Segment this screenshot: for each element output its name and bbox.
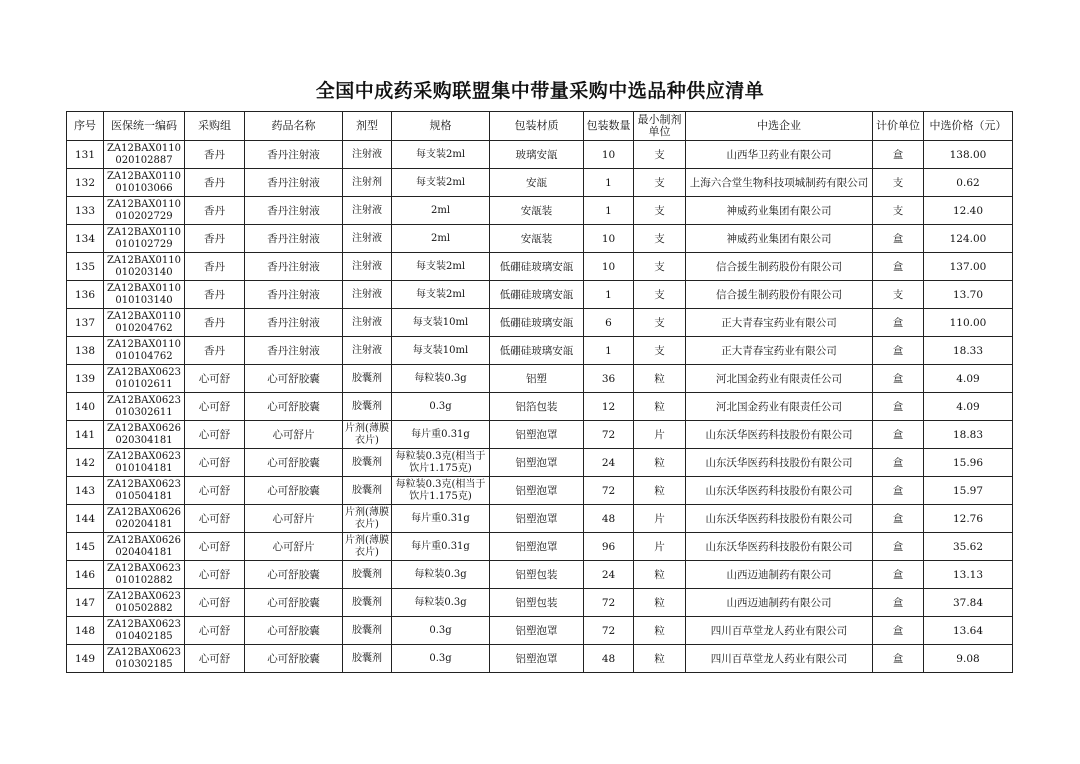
min-unit-cell: 粒 <box>634 365 686 393</box>
spec-cell: 每粒装0.3克(相当于饮片1.175克) <box>392 449 490 477</box>
spec-cell: 每粒装0.3g <box>392 589 490 617</box>
pricing-unit-cell: 盒 <box>873 561 924 589</box>
table-row <box>67 365 1013 393</box>
package-material-cell: 铝塑泡罩 <box>490 617 584 645</box>
spec-cell: 0.3g <box>392 393 490 421</box>
table-row <box>67 141 1013 169</box>
header-cell: 计价单位 <box>873 112 924 141</box>
group-cell: 心可舒 <box>185 589 245 617</box>
group-cell: 心可舒 <box>185 505 245 533</box>
min-unit-cell: 支 <box>634 225 686 253</box>
group-cell: 香丹 <box>185 309 245 337</box>
seq-cell: 145 <box>67 533 104 561</box>
table-row <box>67 561 1013 589</box>
package-qty-cell: 6 <box>584 309 634 337</box>
pricing-unit-cell: 盒 <box>873 505 924 533</box>
seq-cell: 139 <box>67 365 104 393</box>
package-material-cell: 玻璃安瓿 <box>490 141 584 169</box>
header-cell: 最小制剂单位 <box>634 112 686 141</box>
drug-name-cell: 香丹注射液 <box>245 337 343 365</box>
code-cell: ZA12BAX0110010103140 <box>104 281 185 309</box>
price-cell: 18.33 <box>924 337 1013 365</box>
header-cell: 包装数量 <box>584 112 634 141</box>
min-unit-cell: 粒 <box>634 589 686 617</box>
dosage-form-cell: 胶囊剂 <box>343 561 392 589</box>
package-qty-cell: 1 <box>584 281 634 309</box>
spec-cell: 每支装2ml <box>392 169 490 197</box>
pricing-unit-cell: 盒 <box>873 393 924 421</box>
package-material-cell: 铝塑泡罩 <box>490 533 584 561</box>
package-material-cell: 铝塑泡罩 <box>490 645 584 673</box>
drug-name-cell: 心可舒胶囊 <box>245 393 343 421</box>
pricing-unit-cell: 支 <box>873 281 924 309</box>
package-material-cell: 低硼硅玻璃安瓿 <box>490 281 584 309</box>
header-cell: 医保统一编码 <box>104 112 185 141</box>
price-cell: 12.40 <box>924 197 1013 225</box>
code-cell: ZA12BAX0623010302611 <box>104 393 185 421</box>
table-row <box>67 225 1013 253</box>
code-cell: ZA12BAX0623010402185 <box>104 617 185 645</box>
group-cell: 心可舒 <box>185 617 245 645</box>
min-unit-cell: 片 <box>634 421 686 449</box>
header-cell: 包装材质 <box>490 112 584 141</box>
drug-name-cell: 心可舒片 <box>245 421 343 449</box>
dosage-form-cell: 胶囊剂 <box>343 645 392 673</box>
package-material-cell: 铝塑泡罩 <box>490 449 584 477</box>
package-qty-cell: 72 <box>584 617 634 645</box>
spec-cell: 0.3g <box>392 617 490 645</box>
group-cell: 香丹 <box>185 337 245 365</box>
dosage-form-cell: 注射剂 <box>343 169 392 197</box>
code-cell: ZA12BAX0626020204181 <box>104 505 185 533</box>
seq-cell: 144 <box>67 505 104 533</box>
pricing-unit-cell: 盒 <box>873 449 924 477</box>
drug-name-cell: 香丹注射液 <box>245 281 343 309</box>
drug-name-cell: 香丹注射液 <box>245 253 343 281</box>
dosage-form-cell: 注射液 <box>343 337 392 365</box>
dosage-form-cell: 胶囊剂 <box>343 617 392 645</box>
min-unit-cell: 片 <box>634 533 686 561</box>
pricing-unit-cell: 支 <box>873 197 924 225</box>
pricing-unit-cell: 盒 <box>873 141 924 169</box>
code-cell: ZA12BAX0110010203140 <box>104 253 185 281</box>
package-material-cell: 铝塑包装 <box>490 561 584 589</box>
price-cell: 13.70 <box>924 281 1013 309</box>
pricing-unit-cell: 盒 <box>873 617 924 645</box>
package-qty-cell: 10 <box>584 253 634 281</box>
table-row <box>67 449 1013 477</box>
package-qty-cell: 48 <box>584 645 634 673</box>
price-cell: 137.00 <box>924 253 1013 281</box>
pricing-unit-cell: 盒 <box>873 225 924 253</box>
drug-name-cell: 香丹注射液 <box>245 197 343 225</box>
min-unit-cell: 片 <box>634 505 686 533</box>
seq-cell: 134 <box>67 225 104 253</box>
spec-cell: 每支装2ml <box>392 253 490 281</box>
code-cell: ZA12BAX0110010104762 <box>104 337 185 365</box>
pricing-unit-cell: 盒 <box>873 337 924 365</box>
spec-cell: 每粒装0.3克(相当于饮片1.175克) <box>392 477 490 505</box>
dosage-form-cell: 注射液 <box>343 225 392 253</box>
package-material-cell: 低硼硅玻璃安瓿 <box>490 337 584 365</box>
code-cell: ZA12BAX0623010102611 <box>104 365 185 393</box>
package-material-cell: 铝塑泡罩 <box>490 505 584 533</box>
spec-cell: 每支装10ml <box>392 337 490 365</box>
group-cell: 心可舒 <box>185 561 245 589</box>
spec-cell: 每片重0.31g <box>392 421 490 449</box>
table-row <box>67 169 1013 197</box>
seq-cell: 141 <box>67 421 104 449</box>
table-row <box>67 253 1013 281</box>
spec-cell: 每粒装0.3g <box>392 365 490 393</box>
table-row <box>67 477 1013 505</box>
min-unit-cell: 支 <box>634 141 686 169</box>
package-qty-cell: 10 <box>584 141 634 169</box>
spec-cell: 每支装10ml <box>392 309 490 337</box>
price-cell: 18.83 <box>924 421 1013 449</box>
price-cell: 12.76 <box>924 505 1013 533</box>
package-material-cell: 铝塑 <box>490 365 584 393</box>
company-cell: 四川百草堂龙人药业有限公司 <box>686 617 873 645</box>
company-cell: 正大青春宝药业有限公司 <box>686 309 873 337</box>
company-cell: 上海六合堂生物科技项城制药有限公司 <box>686 169 873 197</box>
package-qty-cell: 72 <box>584 589 634 617</box>
dosage-form-cell: 注射液 <box>343 197 392 225</box>
min-unit-cell: 粒 <box>634 449 686 477</box>
dosage-form-cell: 注射液 <box>343 309 392 337</box>
group-cell: 心可舒 <box>185 645 245 673</box>
drug-name-cell: 心可舒片 <box>245 505 343 533</box>
spec-cell: 每粒装0.3g <box>392 561 490 589</box>
code-cell: ZA12BAX0110010204762 <box>104 309 185 337</box>
drug-name-cell: 心可舒片 <box>245 533 343 561</box>
seq-cell: 143 <box>67 477 104 505</box>
table-row <box>67 197 1013 225</box>
package-qty-cell: 72 <box>584 421 634 449</box>
spec-cell: 0.3g <box>392 645 490 673</box>
group-cell: 香丹 <box>185 141 245 169</box>
pricing-unit-cell: 盒 <box>873 253 924 281</box>
pricing-unit-cell: 盒 <box>873 309 924 337</box>
company-cell: 山东沃华医药科技股份有限公司 <box>686 449 873 477</box>
price-cell: 37.84 <box>924 589 1013 617</box>
package-qty-cell: 24 <box>584 449 634 477</box>
package-material-cell: 安瓿装 <box>490 225 584 253</box>
dosage-form-cell: 片剂(薄膜衣片) <box>343 421 392 449</box>
seq-cell: 148 <box>67 617 104 645</box>
pricing-unit-cell: 盒 <box>873 477 924 505</box>
spec-cell: 2ml <box>392 225 490 253</box>
min-unit-cell: 粒 <box>634 393 686 421</box>
group-cell: 香丹 <box>185 225 245 253</box>
code-cell: ZA12BAX0110010102729 <box>104 225 185 253</box>
package-qty-cell: 24 <box>584 561 634 589</box>
pricing-unit-cell: 盒 <box>873 645 924 673</box>
dosage-form-cell: 注射液 <box>343 141 392 169</box>
company-cell: 神威药业集团有限公司 <box>686 225 873 253</box>
drug-name-cell: 心可舒胶囊 <box>245 365 343 393</box>
price-cell: 4.09 <box>924 365 1013 393</box>
supply-list-table <box>66 111 1013 673</box>
table-row <box>67 589 1013 617</box>
spec-cell: 每支装2ml <box>392 281 490 309</box>
min-unit-cell: 粒 <box>634 561 686 589</box>
company-cell: 山西迈迪制药有限公司 <box>686 589 873 617</box>
dosage-form-cell: 片剂(薄膜衣片) <box>343 533 392 561</box>
table-row <box>67 393 1013 421</box>
drug-name-cell: 心可舒胶囊 <box>245 645 343 673</box>
price-cell: 4.09 <box>924 393 1013 421</box>
seq-cell: 136 <box>67 281 104 309</box>
drug-name-cell: 心可舒胶囊 <box>245 449 343 477</box>
spec-cell: 2ml <box>392 197 490 225</box>
table-row <box>67 645 1013 673</box>
header-cell: 序号 <box>67 112 104 141</box>
group-cell: 香丹 <box>185 281 245 309</box>
min-unit-cell: 支 <box>634 309 686 337</box>
header-cell: 中选企业 <box>686 112 873 141</box>
group-cell: 心可舒 <box>185 421 245 449</box>
table-header-row <box>67 112 1013 141</box>
company-cell: 山西迈迪制药有限公司 <box>686 561 873 589</box>
price-cell: 124.00 <box>924 225 1013 253</box>
package-qty-cell: 72 <box>584 477 634 505</box>
group-cell: 心可舒 <box>185 449 245 477</box>
package-qty-cell: 96 <box>584 533 634 561</box>
dosage-form-cell: 片剂(薄膜衣片) <box>343 505 392 533</box>
company-cell: 信合援生制药股份有限公司 <box>686 281 873 309</box>
dosage-form-cell: 注射液 <box>343 281 392 309</box>
table-row <box>67 533 1013 561</box>
min-unit-cell: 支 <box>634 197 686 225</box>
seq-cell: 131 <box>67 141 104 169</box>
seq-cell: 133 <box>67 197 104 225</box>
package-qty-cell: 48 <box>584 505 634 533</box>
package-material-cell: 铝塑泡罩 <box>490 421 584 449</box>
header-cell: 药品名称 <box>245 112 343 141</box>
dosage-form-cell: 注射液 <box>343 253 392 281</box>
min-unit-cell: 支 <box>634 337 686 365</box>
group-cell: 香丹 <box>185 197 245 225</box>
code-cell: ZA12BAX0626020404181 <box>104 533 185 561</box>
code-cell: ZA12BAX0626020304181 <box>104 421 185 449</box>
dosage-form-cell: 胶囊剂 <box>343 365 392 393</box>
package-qty-cell: 1 <box>584 337 634 365</box>
company-cell: 河北国金药业有限责任公司 <box>686 393 873 421</box>
package-material-cell: 安瓿装 <box>490 197 584 225</box>
package-material-cell: 低硼硅玻璃安瓿 <box>490 253 584 281</box>
table-row <box>67 309 1013 337</box>
price-cell: 15.97 <box>924 477 1013 505</box>
drug-name-cell: 心可舒胶囊 <box>245 561 343 589</box>
table-row <box>67 505 1013 533</box>
code-cell: ZA12BAX0623010104181 <box>104 449 185 477</box>
header-cell: 中选价格（元） <box>924 112 1013 141</box>
price-cell: 138.00 <box>924 141 1013 169</box>
package-qty-cell: 36 <box>584 365 634 393</box>
dosage-form-cell: 胶囊剂 <box>343 477 392 505</box>
seq-cell: 147 <box>67 589 104 617</box>
package-material-cell: 低硼硅玻璃安瓿 <box>490 309 584 337</box>
price-cell: 9.08 <box>924 645 1013 673</box>
package-material-cell: 铝塑包装 <box>490 589 584 617</box>
company-cell: 山东沃华医药科技股份有限公司 <box>686 421 873 449</box>
company-cell: 正大青春宝药业有限公司 <box>686 337 873 365</box>
package-material-cell: 铝塑泡罩 <box>490 477 584 505</box>
document-title: 全国中成药采购联盟集中带量采购中选品种供应清单 <box>315 80 765 102</box>
code-cell: ZA12BAX0623010102882 <box>104 561 185 589</box>
min-unit-cell: 支 <box>634 281 686 309</box>
code-cell: ZA12BAX0623010502882 <box>104 589 185 617</box>
company-cell: 信合援生制药股份有限公司 <box>686 253 873 281</box>
package-material-cell: 铝箔包装 <box>490 393 584 421</box>
group-cell: 香丹 <box>185 169 245 197</box>
seq-cell: 149 <box>67 645 104 673</box>
min-unit-cell: 支 <box>634 169 686 197</box>
company-cell: 山东沃华医药科技股份有限公司 <box>686 533 873 561</box>
drug-name-cell: 心可舒胶囊 <box>245 589 343 617</box>
company-cell: 山西华卫药业有限公司 <box>686 141 873 169</box>
group-cell: 香丹 <box>185 253 245 281</box>
dosage-form-cell: 胶囊剂 <box>343 393 392 421</box>
drug-name-cell: 香丹注射液 <box>245 309 343 337</box>
seq-cell: 132 <box>67 169 104 197</box>
min-unit-cell: 粒 <box>634 477 686 505</box>
group-cell: 心可舒 <box>185 533 245 561</box>
table-row <box>67 337 1013 365</box>
header-cell: 剂型 <box>343 112 392 141</box>
company-cell: 河北国金药业有限责任公司 <box>686 365 873 393</box>
drug-name-cell: 心可舒胶囊 <box>245 477 343 505</box>
group-cell: 心可舒 <box>185 477 245 505</box>
drug-name-cell: 心可舒胶囊 <box>245 617 343 645</box>
dosage-form-cell: 胶囊剂 <box>343 449 392 477</box>
package-qty-cell: 12 <box>584 393 634 421</box>
code-cell: ZA12BAX0623010302185 <box>104 645 185 673</box>
price-cell: 35.62 <box>924 533 1013 561</box>
code-cell: ZA12BAX0623010504181 <box>104 477 185 505</box>
pricing-unit-cell: 盒 <box>873 589 924 617</box>
drug-name-cell: 香丹注射液 <box>245 225 343 253</box>
pricing-unit-cell: 支 <box>873 169 924 197</box>
seq-cell: 138 <box>67 337 104 365</box>
company-cell: 山东沃华医药科技股份有限公司 <box>686 477 873 505</box>
code-cell: ZA12BAX0110010103066 <box>104 169 185 197</box>
company-cell: 山东沃华医药科技股份有限公司 <box>686 505 873 533</box>
seq-cell: 146 <box>67 561 104 589</box>
pricing-unit-cell: 盒 <box>873 365 924 393</box>
table-row <box>67 281 1013 309</box>
seq-cell: 137 <box>67 309 104 337</box>
price-cell: 15.96 <box>924 449 1013 477</box>
drug-name-cell: 香丹注射液 <box>245 169 343 197</box>
pricing-unit-cell: 盒 <box>873 533 924 561</box>
price-cell: 110.00 <box>924 309 1013 337</box>
group-cell: 心可舒 <box>185 393 245 421</box>
min-unit-cell: 支 <box>634 253 686 281</box>
price-cell: 0.62 <box>924 169 1013 197</box>
table-row <box>67 617 1013 645</box>
pricing-unit-cell: 盒 <box>873 421 924 449</box>
package-qty-cell: 1 <box>584 169 634 197</box>
price-cell: 13.64 <box>924 617 1013 645</box>
min-unit-cell: 粒 <box>634 645 686 673</box>
code-cell: ZA12BAX0110020102887 <box>104 141 185 169</box>
header-cell: 采购组 <box>185 112 245 141</box>
package-qty-cell: 10 <box>584 225 634 253</box>
company-cell: 神威药业集团有限公司 <box>686 197 873 225</box>
header-cell: 规格 <box>392 112 490 141</box>
drug-name-cell: 香丹注射液 <box>245 141 343 169</box>
group-cell: 心可舒 <box>185 365 245 393</box>
seq-cell: 140 <box>67 393 104 421</box>
price-cell: 13.13 <box>924 561 1013 589</box>
package-material-cell: 安瓿 <box>490 169 584 197</box>
seq-cell: 135 <box>67 253 104 281</box>
company-cell: 四川百草堂龙人药业有限公司 <box>686 645 873 673</box>
min-unit-cell: 粒 <box>634 617 686 645</box>
spec-cell: 每支装2ml <box>392 141 490 169</box>
dosage-form-cell: 胶囊剂 <box>343 589 392 617</box>
spec-cell: 每片重0.31g <box>392 533 490 561</box>
table-row <box>67 421 1013 449</box>
package-qty-cell: 1 <box>584 197 634 225</box>
spec-cell: 每片重0.31g <box>392 505 490 533</box>
seq-cell: 142 <box>67 449 104 477</box>
code-cell: ZA12BAX0110010202729 <box>104 197 185 225</box>
